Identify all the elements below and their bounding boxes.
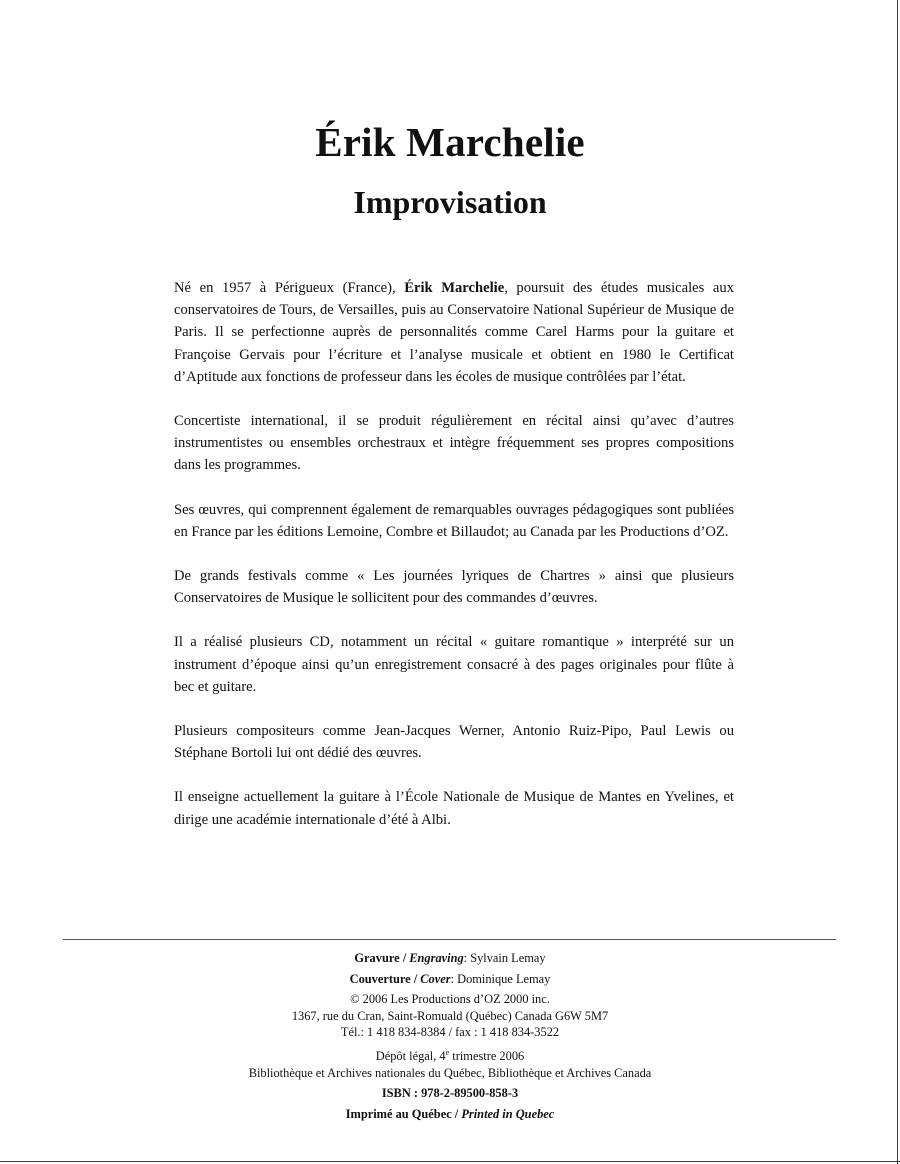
bio-paragraph-2: Concertiste international, il se produit régulièrement en récital ainsi qu’avec d’autres instrumentistes ou ensembles orchestraux et intègre fréquemment ses propres compositions dans les programmes. [174,413,734,474]
bio-composer-name: Érik Marchelie [404,280,505,296]
biography [174,277,734,853]
copyright-line: © 2006 Les Productions d’OZ 2000 inc. [350,992,550,1007]
bio-paragraph-1 [174,277,734,388]
printed-line: Imprimé au Québec / Printed in Quebec [345,1106,555,1121]
legal-deposit-line: Dépôt légal, 4e trimestre 2006 [375,1047,525,1064]
bio-p1-rest: , poursuit des études musicales aux conservatoires de Tours, de Versailles, puis au Conservatoire National Supérieur de Musique de Paris. Il se perfectionne auprès de personnalités comme Carel Harms pour la guitare et Françoise Gervais pour l’écriture et l’analyse musicale et obtient en 1980 le Certificat d’Aptitude aux fonctions de professeur dans les écoles de musique contrôlées par l’état. [174,280,734,385]
page-edge-bottom [0,1161,900,1162]
bio-paragraph-7: Il enseigne actuellement la guitare à l’École Nationale de Musique de Mantes en Yvelines, et dirige une académie internationale d’été à Albi. [174,789,734,828]
isbn-line: ISBN : 978-2-89500-858-3 [381,1086,519,1101]
divider-rule [63,939,836,940]
address-line: 1367, rue du Cran, Saint-Romuald (Québec) Canada G6W 5M7 [291,1008,609,1023]
credits-block [0,950,900,1122]
bio-p1-intro: Né en 1957 à Périgueux (France), [174,280,405,296]
libraries-line: Bibliothèque et Archives nationales du Québec, Bibliothèque et Archives Canada [248,1065,652,1080]
page-subtitle: Improvisation [353,184,547,220]
bio-paragraph-4: De grands festivals comme « Les journées lyriques de Chartres » ainsi que plusieurs Conservatoires de Musique le sollicitent pour des commandes d’œuvres. [174,568,734,607]
bio-paragraph-6: Plusieurs compositeurs comme Jean-Jacques Werner, Antonio Ruiz-Pipo, Paul Lewis ou Stéphane Bortoli lui ont dédié des œuvres. [174,723,734,762]
phone-line: Tél.: 1 418 834-8384 / fax : 1 418 834-3522 [340,1025,560,1040]
bio-paragraph-5: Il a réalisé plusieurs CD, notamment un récital « guitare romantique » interprété sur un instrument d’époque ainsi qu’un enregistrement consacré à des pages originales pour flûte à bec et guitare. [174,634,734,695]
bio-paragraph-3: Ses œuvres, qui comprennent également de remarquables ouvrages pédagogiques sont publiées en France par les éditions Lemoine, Combre et Billaudot; au Canada par les Productions d’OZ. [174,501,734,540]
credit-engraving: Gravure / Engraving: Sylvain Lemay [354,951,546,965]
credit-cover: Couverture / Cover: Dominique Lemay [349,971,551,986]
page-title: Érik Marchelie [315,119,585,165]
